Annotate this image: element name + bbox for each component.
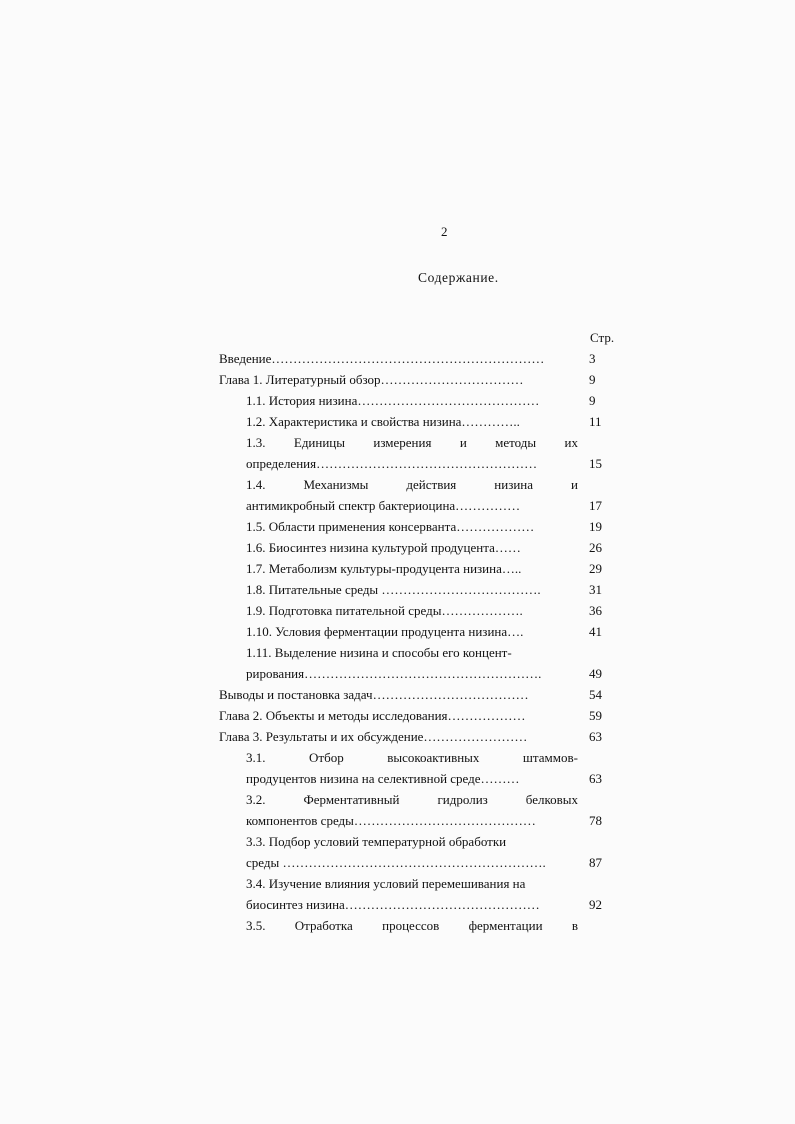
word: белковых: [525, 792, 578, 807]
toc-entry-1-8: 1.8. Питательные среды ……………………………….: [246, 582, 541, 597]
toc-entry-chapter-1: Глава 1. Литературный обзор……………………………: [219, 372, 524, 387]
toc-entry-1-4-line1: [246, 477, 578, 493]
toc-entry-3-2-line1: [246, 792, 578, 808]
word: низина: [494, 477, 534, 492]
word: их: [564, 435, 578, 450]
toc-entry-1-4-line2: антимикробный спектр бактериоцина……………: [246, 498, 521, 513]
word: в: [571, 918, 578, 933]
toc-page-1-7: 29: [589, 561, 602, 576]
toc-entry-1-11-line1: 1.11. Выделение низина и способы его концент-: [246, 645, 512, 660]
toc-entry-3-1-line2: продуцентов низина на селективной среде………: [246, 771, 520, 786]
toc-entry-intro: Введение………………………………………………………: [219, 351, 545, 366]
toc-page-3-4: 92: [589, 897, 602, 912]
toc-entry-3-4-line2: биосинтез низина………………………………………: [246, 897, 540, 912]
word: Механизмы: [303, 477, 369, 492]
toc-entry-3-4-line1: 3.4. Изучение влияния условий перемешивания на: [246, 876, 526, 891]
toc-entry-1-6: 1.6. Биосинтез низина культурой продуцента……: [246, 540, 521, 555]
word: Ферментативный: [303, 792, 400, 807]
toc-page-1-8: 31: [589, 582, 602, 597]
toc-page-1-1: 9: [589, 393, 596, 408]
toc-page-1-11: 49: [589, 666, 602, 681]
word: действия: [406, 477, 457, 492]
word: Отработка: [294, 918, 353, 933]
word: ферментации: [468, 918, 543, 933]
word: 3.1.: [246, 750, 266, 765]
toc-entry-1-2: 1.2. Характеристика и свойства низина…………..: [246, 414, 520, 429]
toc-entry-conclusions: Выводы и постановка задач………………………………: [219, 687, 529, 702]
toc-page-conclusions: 54: [589, 687, 602, 702]
toc-entry-3-3-line2: среды …………………………………………………….: [246, 855, 546, 870]
page-title: Содержание.: [418, 270, 499, 285]
toc-page-1-10: 41: [589, 624, 602, 639]
toc-entry-1-5: 1.5. Области применения консерванта………………: [246, 519, 535, 534]
page-column-header: Стр.: [590, 330, 615, 345]
toc-page-intro: 3: [589, 351, 596, 366]
toc-page-1-4: 17: [589, 498, 602, 513]
toc-page-1-9: 36: [589, 603, 602, 618]
toc-entry-1-3-line2: определения……………………………………………: [246, 456, 538, 471]
toc-page-chapter-1: 9: [589, 372, 596, 387]
toc-entry-1-11-line2: рирования……………………………………………….: [246, 666, 542, 681]
toc-page-3-2: 78: [589, 813, 602, 828]
toc-entry-1-10: 1.10. Условия ферментации продуцента низина….: [246, 624, 524, 639]
word: и: [571, 477, 578, 492]
word: высокоактивных: [387, 750, 480, 765]
toc-page-chapter-3: 63: [589, 729, 602, 744]
toc-entry-1-7: 1.7. Метаболизм культуры-продуцента низина…..: [246, 561, 522, 576]
toc-entry-1-1: 1.1. История низина……………………………………: [246, 393, 540, 408]
toc-entry-3-3-line1: 3.3. Подбор условий температурной обработки: [246, 834, 507, 849]
word: и: [459, 435, 467, 450]
toc-entry-3-5-line1: [246, 918, 578, 934]
word: методы: [495, 435, 537, 450]
toc-page-1-3: 15: [589, 456, 602, 471]
toc-entry-1-3-line1: [246, 435, 578, 451]
toc-page-1-2: 11: [589, 414, 602, 429]
toc-page-3-1: 63: [589, 771, 602, 786]
word: Единицы: [293, 435, 345, 450]
word: штаммов-: [522, 750, 578, 765]
word: 3.5.: [246, 918, 266, 933]
word: 3.2.: [246, 792, 266, 807]
toc-entry-chapter-3: Глава 3. Результаты и их обсуждение……………………: [219, 729, 528, 744]
word: Отбор: [309, 750, 344, 765]
toc-entry-chapter-2: Глава 2. Объекты и методы исследования………………: [219, 708, 526, 723]
toc-entry-1-9: 1.9. Подготовка питательной среды……………….: [246, 603, 523, 618]
word: измерения: [373, 435, 432, 450]
word: 1.4.: [246, 477, 266, 492]
toc-entry-3-1-line1: [246, 750, 578, 766]
toc-page-1-6: 26: [589, 540, 602, 555]
word: гидролиз: [437, 792, 488, 807]
toc-page-1-5: 19: [589, 519, 602, 534]
toc-page-chapter-2: 59: [589, 708, 602, 723]
toc-entry-3-2-line2: компонентов среды……………………………………: [246, 813, 536, 828]
word: процессов: [382, 918, 440, 933]
page-number: 2: [441, 224, 448, 239]
toc-page-3-3: 87: [589, 855, 602, 870]
word: 1.3.: [246, 435, 266, 450]
